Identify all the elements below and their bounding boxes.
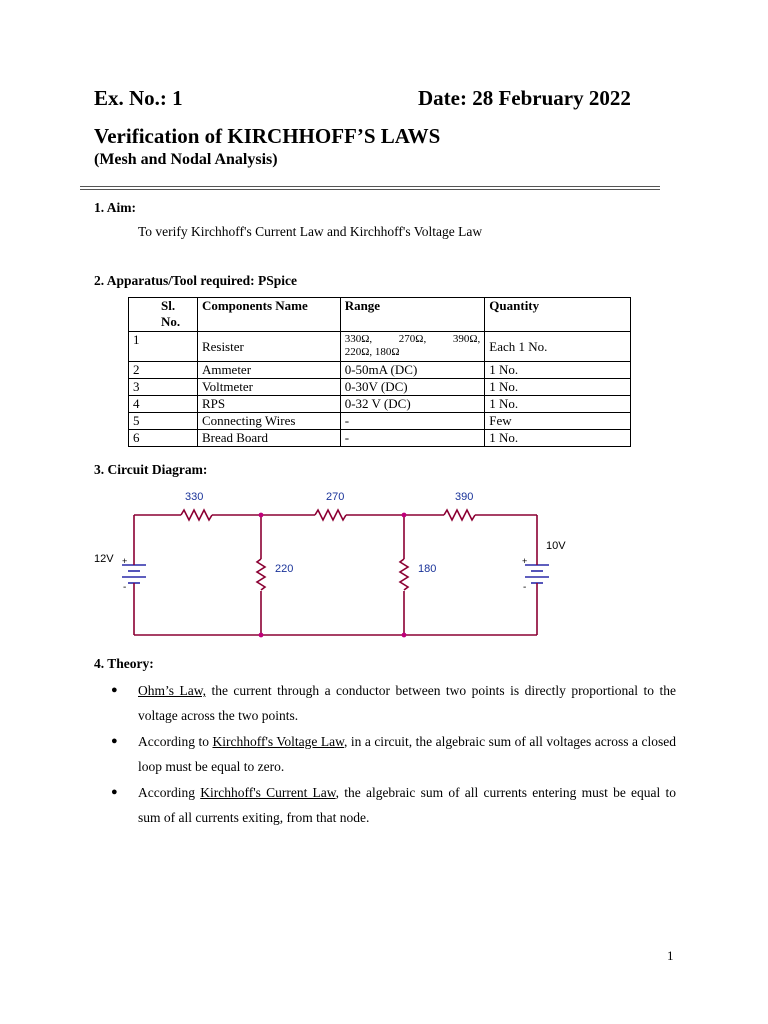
apparatus-heading: 2. Apparatus/Tool required: PSpice — [94, 273, 298, 288]
table-row — [129, 413, 631, 430]
divider-line — [80, 189, 660, 190]
label-12v: 12V — [94, 553, 114, 565]
junction-node — [259, 513, 264, 518]
exercise-number: Ex. No.: 1 — [94, 86, 183, 110]
table-cell: RPS — [197, 396, 340, 413]
aim-heading: 1. Aim: — [94, 200, 136, 215]
label-330: 330 — [185, 491, 204, 503]
table-cell: 1 No. — [485, 396, 631, 413]
label-220: 220 — [275, 563, 294, 575]
battery-10v-symbol — [525, 557, 549, 593]
table-cell: 1 — [129, 332, 198, 362]
label-390: 390 — [455, 491, 474, 503]
column-header: Components Name — [197, 298, 340, 332]
table-cell: - — [340, 413, 485, 430]
resistor-180-symbol — [400, 559, 408, 590]
table-cell: Bread Board — [197, 430, 340, 447]
page-subtitle: (Mesh and Nodal Analysis) — [94, 151, 278, 168]
divider-line — [80, 186, 660, 187]
theory-text: the current through a conductor between two points is directly proportional to the voltage across the two points. — [138, 683, 676, 723]
column-header: Sl. No. — [129, 298, 198, 332]
table-row — [129, 396, 631, 413]
aim-text: To verify Kirchhoff's Current Law and Kirchhoff's Voltage Law — [138, 224, 483, 239]
theory-heading: 4. Theory: — [94, 656, 154, 671]
label-10v: 10V — [546, 540, 566, 552]
resistor-270-symbol — [315, 510, 346, 520]
plus-sign: + — [122, 556, 128, 566]
label-270: 270 — [326, 491, 345, 503]
bullet-icon: ● — [111, 735, 118, 747]
kvl-link: Kirchhoff's Voltage Law — [212, 734, 344, 749]
theory-text: According — [138, 785, 201, 800]
ohms-law-link: Ohm’s Law, — [138, 683, 206, 698]
column-header: Quantity — [485, 298, 631, 332]
table-cell — [340, 332, 485, 362]
theory-item — [111, 678, 676, 728]
bullet-icon: ● — [111, 786, 118, 798]
table-cell: Connecting Wires — [197, 413, 340, 430]
table-cell: 0-50mA (DC) — [340, 362, 485, 379]
table-cell: 4 — [129, 396, 198, 413]
resistor-330-symbol — [181, 510, 212, 520]
junction-node — [259, 633, 264, 638]
table-cell: Few — [485, 413, 631, 430]
table-cell: Resister — [197, 332, 340, 362]
table-cell: 1 No. — [485, 379, 631, 396]
theory-item — [111, 729, 676, 779]
table-cell: Voltmeter — [197, 379, 340, 396]
table-header-row — [129, 298, 631, 332]
apparatus-table — [128, 297, 631, 447]
kcl-link: Kirchhoff's Current Law — [200, 785, 336, 800]
table-row — [129, 430, 631, 447]
table-cell: 0-30V (DC) — [340, 379, 485, 396]
circuit-diagram — [0, 480, 768, 650]
table-row — [129, 379, 631, 396]
page-number: 1 — [667, 948, 674, 963]
resistor-220-symbol — [257, 559, 265, 590]
table-cell: - — [340, 430, 485, 447]
table-cell: Each 1 No. — [485, 332, 631, 362]
table-cell: 1 No. — [485, 430, 631, 447]
theory-text: , the algebraic sum of all currents entering must be equal to sum of all currents exiting, from that node. — [138, 785, 676, 825]
table-cell: 0-32 V (DC) — [340, 396, 485, 413]
table-cell: 3 — [129, 379, 198, 396]
table-row — [129, 362, 631, 379]
bullet-icon: ● — [111, 684, 118, 696]
table-cell: 2 — [129, 362, 198, 379]
label-180: 180 — [418, 563, 437, 575]
theory-text: According to — [138, 734, 213, 749]
junction-node — [402, 513, 407, 518]
theory-item — [111, 780, 676, 830]
minus-sign: - — [123, 582, 127, 593]
minus-sign: - — [523, 582, 527, 593]
table-row — [129, 332, 631, 362]
table-cell: 6 — [129, 430, 198, 447]
circuit-heading: 3. Circuit Diagram: — [94, 462, 208, 477]
page-title: Verification of KIRCHHOFF’S LAWS — [94, 124, 441, 148]
range-line: 220Ω, 180Ω — [344, 346, 400, 358]
theory-text: , in a circuit, the algebraic sum of all voltages across a closed loop must be equal to zero. — [138, 734, 676, 774]
resistor-390-symbol — [444, 510, 475, 520]
exercise-date: Date: 28 February 2022 — [418, 86, 631, 110]
column-header: Range — [340, 298, 485, 332]
junction-node — [402, 633, 407, 638]
table-cell: Ammeter — [197, 362, 340, 379]
range-line: 330Ω, 270Ω, 390Ω, — [344, 333, 481, 345]
plus-sign: + — [522, 556, 528, 566]
table-cell: 5 — [129, 413, 198, 430]
table-cell: 1 No. — [485, 362, 631, 379]
